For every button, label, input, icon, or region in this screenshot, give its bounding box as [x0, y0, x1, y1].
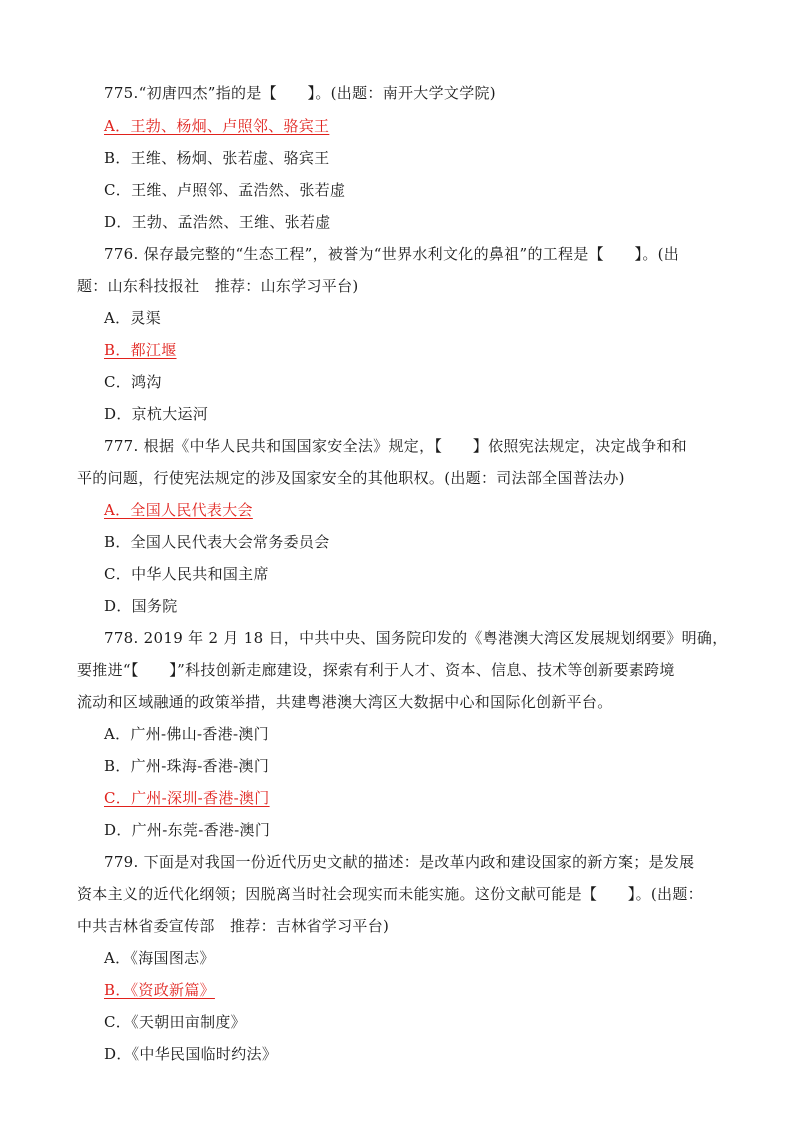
- question-779-text-line-3: 中共吉林省委宣传部 推荐：吉林省学习平台): [77, 917, 390, 935]
- option-777-c: C．中华人民共和国主席: [104, 565, 269, 583]
- option-775-d: D．王勃、孟浩然、王维、张若虚: [104, 213, 331, 231]
- option-775-c: C．王维、卢照邻、孟浩然、张若虚: [104, 181, 346, 199]
- question-775-text: 775.“初唐四杰”指的是【 】。(出题：南开大学文学院): [104, 84, 496, 102]
- option-778-c-answer: C．广州-深圳-香港-澳门: [104, 789, 270, 807]
- question-779-text-line-2: 资本主义的近代化纲领；因脱离当时社会现实而未能实施。这份文献可能是【 】。(出题：: [77, 885, 703, 903]
- question-776-text-line-1: 776. 保存最完整的“生态工程”，被誉为“世界水利文化的鼻祖”的工程是【 】。(出: [104, 245, 680, 263]
- option-776-d: D．京杭大运河: [104, 405, 209, 423]
- option-778-a: A．广州-佛山-香港-澳门: [104, 725, 269, 743]
- option-776-a: A．灵渠: [104, 309, 162, 327]
- option-777-d: D．国务院: [104, 597, 178, 615]
- option-775-b: B．王维、杨炯、张若虚、骆宾王: [104, 149, 330, 167]
- option-778-d: D．广州-东莞-香港-澳门: [104, 821, 271, 839]
- question-778-text-line-2: 要推进“【 】”科技创新走廊建设，探索有利于人才、资本、信息、技术等创新要素跨境: [77, 661, 675, 679]
- option-777-b: B．全国人民代表大会常务委员会: [104, 533, 330, 551]
- option-777-a-answer: A．全国人民代表大会: [104, 501, 253, 519]
- question-777-text-line-2: 平的问题，行使宪法规定的涉及国家安全的其他职权。(出题：司法部全国普法办): [77, 469, 625, 487]
- question-776-text-line-2: 题：山东科技报社 推荐：山东学习平台): [77, 277, 359, 295]
- option-775-a-answer: A．王勃、杨炯、卢照邻、骆宾王: [104, 117, 330, 135]
- option-776-c: C．鸿沟: [104, 373, 162, 391]
- option-779-b-answer: B．《资政新篇》: [104, 981, 215, 999]
- option-779-c: C．《天朝田亩制度》: [104, 1013, 246, 1031]
- question-778-text-line-1: 778. 2019 年 2 月 18 日，中共中央、国务院印发的《粤港澳大湾区发展规划纲要》明确，: [104, 629, 728, 647]
- question-777-text-line-1: 777. 根据《中华人民共和国国家安全法》规定，【 】依照宪法规定，决定战争和和: [104, 437, 687, 455]
- question-779-text-line-1: 779. 下面是对我国一份近代历史文献的描述：是改革内政和建设国家的新方案；是发展: [104, 853, 695, 871]
- question-778-text-line-3: 流动和区域融通的政策举措，共建粤港澳大湾区大数据中心和国际化创新平台。: [77, 693, 613, 711]
- option-779-d: D．《中华民国临时约法》: [104, 1045, 278, 1063]
- option-776-b-answer: B．都江堰: [104, 341, 177, 359]
- option-779-a: A．《海国图志》: [104, 949, 215, 967]
- option-778-b: B．广州-珠海-香港-澳门: [104, 757, 270, 775]
